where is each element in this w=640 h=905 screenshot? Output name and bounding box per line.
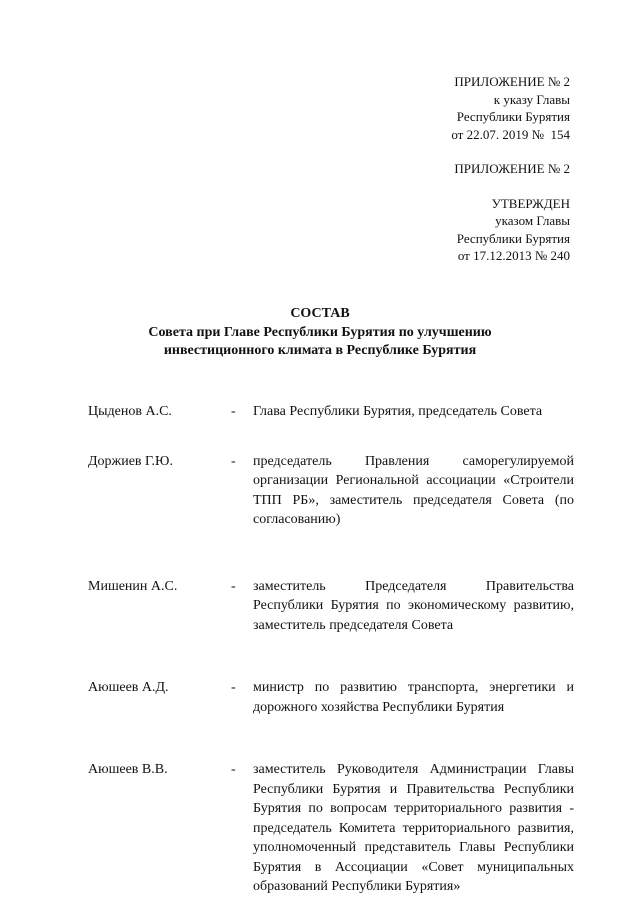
appendix-date-line: от 22.07. 2019 № 154 xyxy=(451,126,570,142)
member-dash: - xyxy=(231,578,236,594)
document-heading xyxy=(0,305,640,361)
heading-subtitle: Совета при Главе Республики Бурятия по улучшению xyxy=(148,324,492,340)
member-role: заместитель Председателя Правительства Республики Бурятия по экономическому развитию, заместитель председателя Совета xyxy=(253,578,574,633)
member-role: председатель Правления саморегулируемой организации Региональной ассоциации «Строители ТПП РБ», заместитель председателя Совета (по согласованию) xyxy=(253,453,574,527)
heading-subtitle: инвестиционного климата в Республике Бурятия xyxy=(163,343,477,358)
appendix-line: ПРИЛОЖЕНИЕ № 2 xyxy=(454,74,570,89)
member-dash: - xyxy=(231,453,236,469)
appendix-line: ПРИЛОЖЕНИЕ № 2 xyxy=(454,161,570,176)
member-name: Аюшеев А.Д. xyxy=(88,680,169,695)
member-name: Доржиев Г.Ю. xyxy=(88,453,173,469)
member-dash: - xyxy=(231,762,236,777)
member-name: Аюшеев В.В. xyxy=(88,762,168,777)
appendix-line: Республики Бурятия xyxy=(456,109,570,124)
approval-line: указом Главы xyxy=(495,213,570,228)
member-row xyxy=(88,402,574,422)
member-dash: - xyxy=(231,680,236,695)
member-name: Мишенин А.С. xyxy=(88,578,178,594)
member-row xyxy=(88,452,574,530)
member-name: Цыденов А.С. xyxy=(88,404,172,419)
member-role: Глава Республики Бурятия, председатель Совета xyxy=(253,404,543,419)
member-dash: - xyxy=(231,404,236,419)
approval-line: Республики Бурятия xyxy=(456,230,570,246)
appendix-block xyxy=(451,73,570,265)
member-row xyxy=(88,678,574,717)
appendix-line: к указу Главы xyxy=(493,91,570,107)
member-row xyxy=(88,760,574,897)
heading-title: СОСТАВ xyxy=(290,306,350,321)
members-list xyxy=(88,402,574,897)
approval-date-line: от 17.12.2013 № 240 xyxy=(457,248,570,263)
approval-line: УТВЕРЖДЕН xyxy=(491,195,570,211)
member-role: заместитель Руководителя Администрации Главы Республики Бурятия и Правительства Республики Бурятия по вопросам территориального развития - председатель Комитета территориального развития, уполномоченный представитель Главы Республики Бурятия в Ассоциации «Совет муниципальных образований Республики Бурятия» xyxy=(253,762,574,894)
member-row xyxy=(88,577,574,636)
member-role: министр по развитию транспорта, энергетики и дорожного хозяйства Республики Бурятия xyxy=(253,680,574,715)
